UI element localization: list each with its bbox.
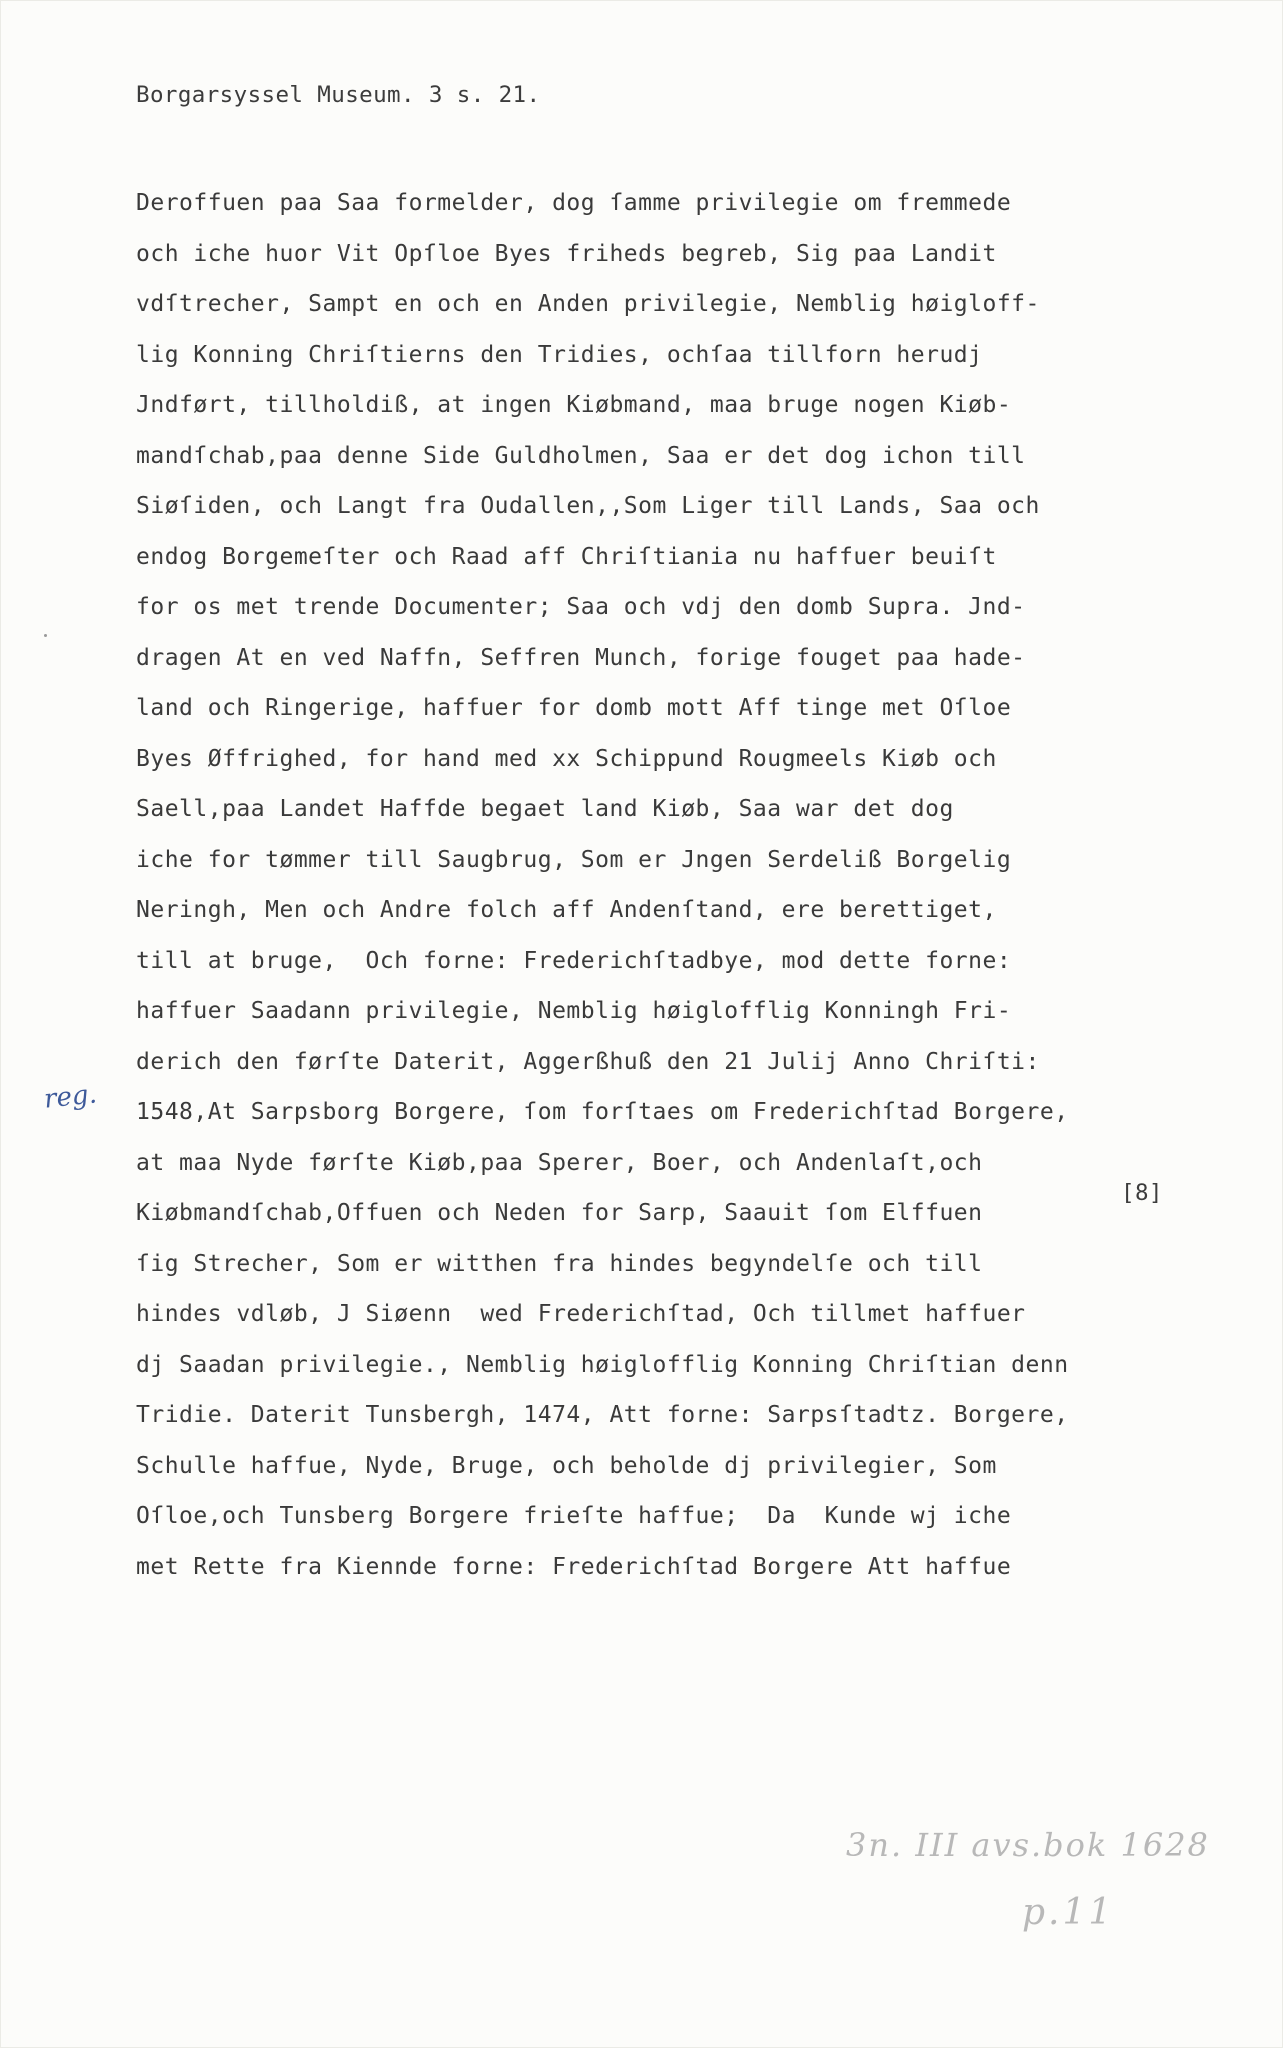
body-line: derich den førſte Daterit, Aggerßhuß den 21 Julij Anno Chriſti: (136, 1048, 1040, 1075)
body-line: Schulle haffue, Nyde, Bruge, och beholde dj privilegier, Som (136, 1452, 997, 1479)
body-line: 1548,At Sarpsborg Borgere, ſom forſtaes om Frederichſtad Borgere, (136, 1099, 1069, 1125)
body-line: land och Ringerige, haffuer for domb mott Aff tinge met Oſloe (136, 695, 1012, 721)
body-line: iche for tømmer till Saugbrug, Som er Jngen Serdeliß Borgelig (136, 846, 1012, 873)
body-line: ſig Strecher, Som er witthen fra hindes begyndelſe och till (136, 1250, 983, 1277)
body-line: Jndført, tillholdiß, at ingen Kiøbmand, maa bruge nogen Kiøb- (136, 392, 1012, 418)
archive-reference-pencil: 3n. III avs.bok 1628 (846, 1826, 1210, 1864)
paper-speck (44, 634, 47, 637)
body-line: lig Konning Chriſtierns den Tridies, ochſaa tillforn herudj (136, 341, 983, 368)
body-line: Neringh, Men och Andre folch aff Andenſtand, ere berettiget, (136, 897, 997, 923)
folio-number: [8] (1121, 1180, 1163, 1206)
body-line: vdſtrecher, Sampt en och en Anden privilegie, Nemblig høigloff- (136, 291, 1040, 317)
body-line: met Rette fra Kiennde forne: Frederichſtad Borgere Att haffue (136, 1553, 1012, 1580)
body-line: Deroffuen paa Saa formelder, dog ſamme privilegie om fremmede (136, 190, 1012, 216)
body-line: Saell,paa Landet Haffde begaet land Kiøb, Saa war det dog (136, 796, 954, 822)
body-line: hindes vdløb, J Siøenn wed Frederichſtad, Och tillmet haffuer (136, 1301, 1026, 1327)
body-line: at maa Nyde førſte Kiøb,paa Sperer, Boer, och Andenlaſt,och (136, 1149, 983, 1176)
body-line: haffuer Saadann privilegie, Nemblig høiglofflig Konningh Fri- (136, 998, 1012, 1024)
body-line: Siøſiden, och Langt fra Oudallen,,Som Liger till Lands, Saa och (136, 493, 1040, 519)
body-line: och iche huor Vit Opſloe Byes friheds begreb, Sig paa Landit (136, 240, 997, 267)
margin-note-handwritten: reg. (42, 1079, 99, 1115)
body-line: Kiøbmandſchab,Offuen och Neden for Sarp, Saauit ſom Elffuen (136, 1200, 983, 1226)
body-line: endog Borgemeſter och Raad aff Chriſtiania nu haffuer beuiſt (136, 543, 997, 570)
document-body (136, 178, 1146, 1592)
body-line: till at bruge, Och forne: Frederichſtadbye, mod dette forne: (136, 947, 1012, 974)
body-line: mandſchab,paa denne Side Guldholmen, Saa er det dog ichon till (136, 442, 1026, 469)
body-line: Oſloe,och Tunsberg Borgere frieſte haffue; Da Kunde wj iche (136, 1503, 1012, 1529)
document-header: Borgarsyssel Museum. 3 s. 21. (136, 82, 541, 108)
body-line: Byes Øffrighed, for hand med xx Schippund Rougmeels Kiøb och (136, 745, 997, 772)
body-line: Tridie. Daterit Tunsbergh, 1474, Att forne: Sarpsſtadtz. Borgere, (136, 1402, 1069, 1428)
archive-page-pencil: p.11 (1022, 1892, 1115, 1933)
body-line: dj Saadan privilegie., Nemblig høiglofflig Konning Chriſtian denn (136, 1351, 1069, 1378)
body-line: for os met trende Documenter; Saa och vdj den domb Supra. Jnd- (136, 594, 1026, 620)
body-line: dragen At en ved Naffn, Seffren Munch, forige fouget paa hade- (136, 644, 1026, 671)
